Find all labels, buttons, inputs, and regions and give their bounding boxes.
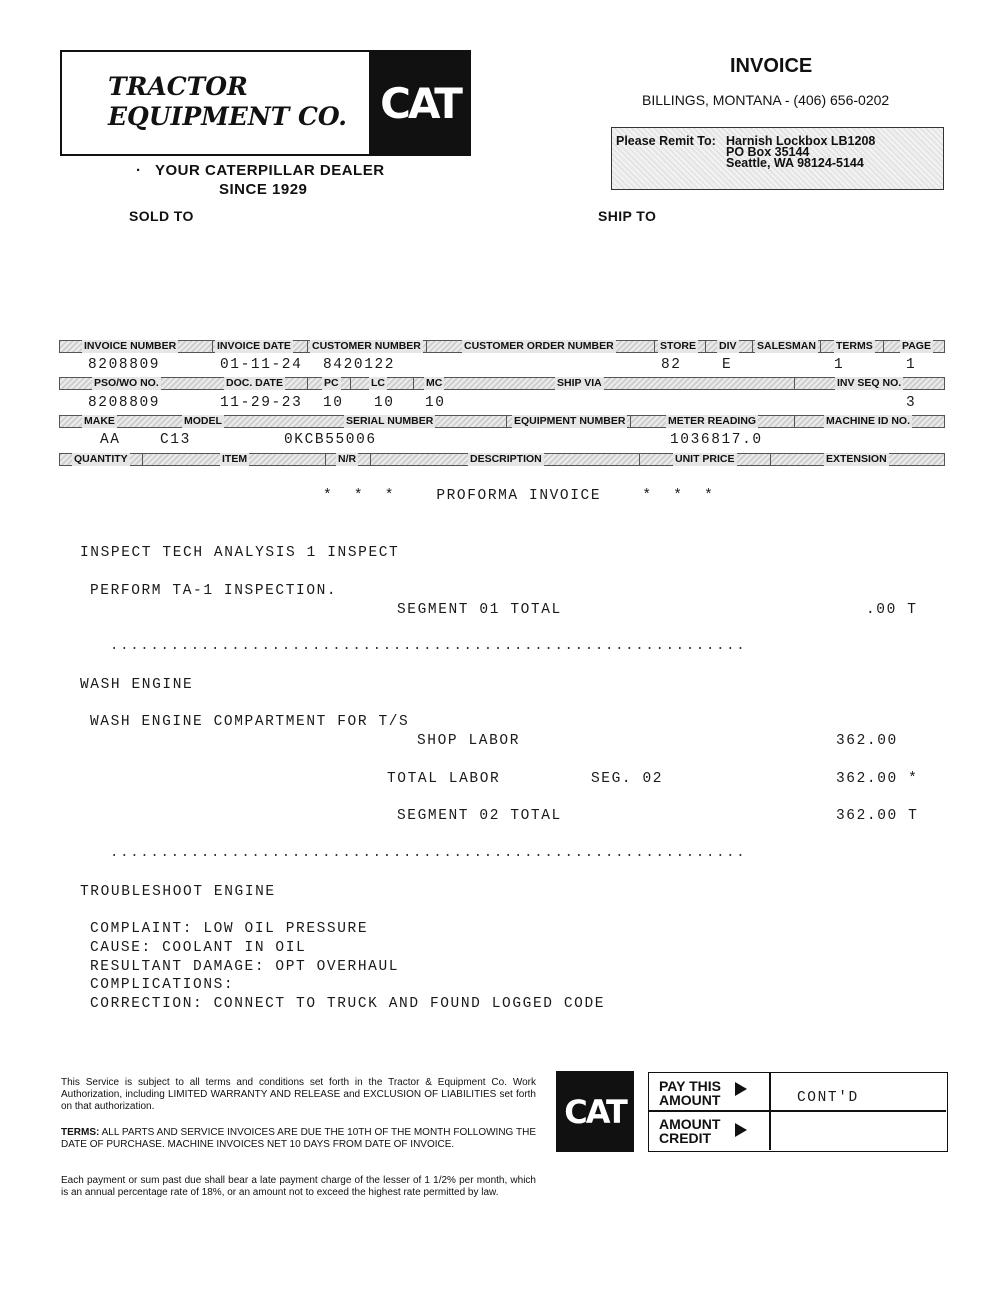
divider-dots-1: ............................................................... <box>110 638 747 654</box>
col-div: DIV <box>719 340 737 352</box>
complications-line: COMPLICATIONS: <box>90 977 235 993</box>
col-pc: PC <box>324 377 339 389</box>
location-phone: BILLINGS, MONTANA - (406) 656-0202 <box>642 92 890 108</box>
segment-2-total-label: SEGMENT 02 TOTAL <box>397 808 562 824</box>
amount-credit-label-1: AMOUNT <box>659 1116 721 1132</box>
complaint-line: COMPLAINT: LOW OIL PRESSURE <box>90 921 369 937</box>
segment-2-desc: WASH ENGINE COMPARTMENT FOR T/S <box>90 714 410 730</box>
shop-labor-amount: 362.00 <box>836 733 898 749</box>
terms-text: ALL PARTS AND SERVICE INVOICES ARE DUE THE 10TH OF THE MONTH FOLLOWING THE DATE OF PURCHASE. MACHINE INVOICES NET 10 DAYS FROM DATE OF INVOICE. <box>61 1127 536 1150</box>
col-serial: SERIAL NUMBER <box>346 415 434 427</box>
col-nr: N/R <box>338 453 357 465</box>
pay-box <box>648 1072 948 1152</box>
col-make: MAKE <box>84 415 115 427</box>
serial-value: 0KCB55006 <box>284 432 377 448</box>
total-labor-amount: 362.00 * <box>836 771 919 787</box>
col-model: MODEL <box>184 415 222 427</box>
terms-label: TERMS: <box>61 1127 100 1138</box>
pay-arrow-icon <box>735 1082 747 1096</box>
model-value: C13 <box>160 432 191 448</box>
cause-line: CAUSE: COOLANT IN OIL <box>90 940 307 956</box>
segment-1-title: INSPECT TECH ANALYSIS 1 INSPECT <box>80 545 400 561</box>
seg-02-label: SEG. 02 <box>591 771 664 787</box>
pay-this-label-2: AMOUNT <box>659 1092 721 1108</box>
col-machine-id: MACHINE ID NO. <box>826 415 910 427</box>
pay-this-label-1: PAY THIS <box>659 1078 721 1094</box>
doc-date: 11-29-23 <box>220 395 303 411</box>
pso-wo-number: 8208809 <box>88 395 161 411</box>
resultant-damage-line: RESULTANT DAMAGE: OPT OVERHAUL <box>90 959 400 975</box>
footer-cat-logo: CAT <box>556 1071 634 1152</box>
header-bar-4 <box>59 453 945 466</box>
make-value: AA <box>100 432 121 448</box>
shop-labor-label: SHOP LABOR <box>417 733 521 749</box>
col-pso-wo: PSO/WO NO. <box>94 377 159 389</box>
dealer-line-2: SINCE 1929 <box>219 181 308 198</box>
meter-value: 1036817.0 <box>670 432 763 448</box>
header-bar-2 <box>59 377 945 390</box>
col-customer-number: CUSTOMER NUMBER <box>312 340 421 352</box>
col-store: STORE <box>660 340 696 352</box>
ship-to-label: SHIP TO <box>598 208 657 224</box>
col-invoice-number: INVOICE NUMBER <box>84 340 177 352</box>
company-logo-text <box>108 72 347 132</box>
proforma-heading: * * * PROFORMA INVOICE * * * <box>323 488 715 504</box>
sold-to-label: SOLD TO <box>129 208 194 224</box>
segment-2-title: WASH ENGINE <box>80 677 194 693</box>
page-value: 1 <box>906 357 917 373</box>
col-ship-via: SHIP VIA <box>557 377 602 389</box>
header-bar-3 <box>59 415 945 428</box>
remit-label: Please Remit To: <box>616 134 716 148</box>
terms-paragraph-3: Each payment or sum past due shall bear a late payment charge of the lesser of 1 1/2% per month, which is an annual percentage rate of 18%, or an amount not to exceed the highest rate permitted by law. <box>61 1175 536 1198</box>
divider-dots-2: ............................................................... <box>110 845 747 861</box>
header-bar-1 <box>59 340 945 353</box>
dealer-bullet: · <box>136 162 142 179</box>
remit-line-2: PO Box 35144 <box>726 145 810 159</box>
dealer-line-1: YOUR CATERPILLAR DEALER <box>155 162 385 179</box>
col-quantity: QUANTITY <box>74 453 128 465</box>
customer-number: 8420122 <box>323 357 396 373</box>
col-equipment: EQUIPMENT NUMBER <box>514 415 626 427</box>
segment-1-total: .00 T <box>866 602 918 618</box>
col-item: ITEM <box>222 453 248 465</box>
credit-arrow-icon <box>735 1123 747 1137</box>
col-terms: TERMS <box>836 340 873 352</box>
segment-2-total: 362.00 T <box>836 808 919 824</box>
remit-box <box>611 127 944 190</box>
store-value: 82 <box>661 357 682 373</box>
segment-1-total-label: SEGMENT 01 TOTAL <box>397 602 562 618</box>
col-unit-price: UNIT PRICE <box>675 453 735 465</box>
col-customer-order: CUSTOMER ORDER NUMBER <box>464 340 614 352</box>
col-invoice-date: INVOICE DATE <box>217 340 291 352</box>
remit-line-1: Harnish Lockbox LB1208 <box>726 134 876 148</box>
logo-line-1: TRACTOR <box>108 72 248 101</box>
col-page: PAGE <box>902 340 931 352</box>
col-doc-date: DOC. DATE <box>226 377 283 389</box>
terms-paragraph-1: This Service is subject to all terms and conditions set forth in the Tractor & Equipment Co. Work Authorization, including LIMITED WARRANTY AND RELEASE and EXCLUSION OF LIABILITIES set forth on that authorization. <box>61 1077 536 1112</box>
col-description: DESCRIPTION <box>470 453 542 465</box>
pc-value: 10 <box>323 395 344 411</box>
invoice-date: 01-11-24 <box>220 357 303 373</box>
col-meter: METER READING <box>668 415 757 427</box>
terms-paragraph-2 <box>61 1127 536 1151</box>
col-inv-seq: INV SEQ NO. <box>837 377 902 389</box>
pay-amount-value: CONT'D <box>797 1090 859 1106</box>
logo-line-2: EQUIPMENT CO. <box>108 102 347 131</box>
invoice-title: INVOICE <box>730 55 813 77</box>
col-salesman: SALESMAN <box>757 340 816 352</box>
amount-credit-label-2: CREDIT <box>659 1130 712 1146</box>
col-mc: MC <box>426 377 443 389</box>
div-value: E <box>722 357 733 373</box>
inv-seq-value: 3 <box>906 395 917 411</box>
cat-logo: CAT <box>369 50 471 156</box>
segment-3-title: TROUBLESHOOT ENGINE <box>80 884 276 900</box>
total-labor-label: TOTAL LABOR <box>387 771 501 787</box>
remit-line-3: Seattle, WA 98124-5144 <box>726 156 864 170</box>
invoice-number: 8208809 <box>88 357 161 373</box>
correction-line: CORRECTION: CONNECT TO TRUCK AND FOUND LOGGED CODE <box>90 996 606 1012</box>
mc-value: 10 <box>425 395 446 411</box>
col-extension: EXTENSION <box>826 453 887 465</box>
lc-value: 10 <box>374 395 395 411</box>
terms-value: 1 <box>834 357 845 373</box>
col-lc: LC <box>371 377 385 389</box>
segment-1-desc: PERFORM TA-1 INSPECTION. <box>90 583 338 599</box>
